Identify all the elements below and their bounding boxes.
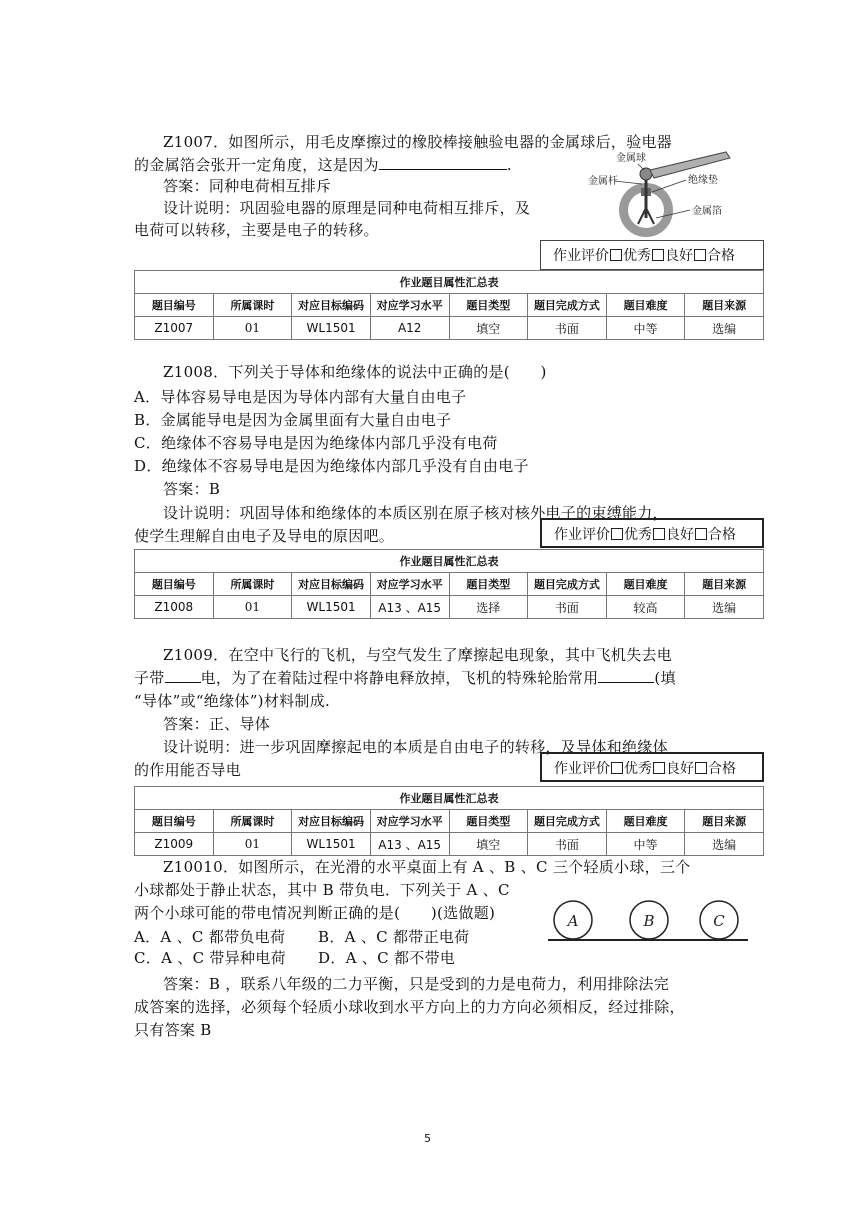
- three-balls-figure: [546, 896, 752, 944]
- q2-design-1: 设计说明：巩固导体和绝缘体的本质区别在原子核对核外电子的束缚能力，: [163, 504, 668, 522]
- checkbox-pass[interactable]: [695, 762, 707, 774]
- q3-blank-2: [598, 668, 654, 683]
- header-difficulty: 题目难度: [606, 294, 685, 317]
- header-level: 对应学习水平: [370, 294, 449, 317]
- cell-level: A13 、A15: [370, 596, 449, 619]
- option-good: 良好: [665, 248, 693, 264]
- header-lesson: 所属课时: [213, 294, 292, 317]
- header-difficulty: 题目难度: [606, 810, 685, 833]
- q2-line-1: Z1008．下列关于导体和绝缘体的说法中正确的是( ): [163, 363, 547, 381]
- q1-design-2: 电荷可以转移，主要是电子的转移。: [134, 221, 379, 239]
- q3-line-3: “导体”或“绝缘体”)材料制成.: [134, 692, 331, 710]
- electroscope-figure: [586, 148, 732, 240]
- ball-b-label: B: [643, 912, 655, 930]
- ball-c-label: C: [713, 912, 725, 930]
- checkbox-pass[interactable]: [695, 528, 707, 540]
- header-type: 题目类型: [449, 573, 528, 596]
- cell-method: 书面: [528, 596, 607, 619]
- cell-source: 选编: [685, 833, 764, 856]
- header-target-code: 对应目标编码: [292, 294, 371, 317]
- cell-target-code: WL1501: [292, 596, 371, 619]
- header-id: 题目编号: [135, 294, 214, 317]
- cell-lesson: 01: [213, 596, 292, 619]
- q2-option-c: C．绝缘体不容易导电是因为绝缘体内部几乎没有电荷: [134, 434, 498, 452]
- cell-difficulty: 中等: [606, 317, 685, 340]
- header-method: 题目完成方式: [528, 573, 607, 596]
- cell-id: Z1007: [135, 317, 214, 340]
- cell-type: 填空: [449, 317, 528, 340]
- header-id: 题目编号: [135, 810, 214, 833]
- q3-design-1: 设计说明：进一步巩固摩擦起电的本质是自由电子的转移，及导体和绝缘体: [163, 738, 668, 756]
- q4-line-2: 小球都处于静止状态，其中 B 带负电．下列关于 A 、C: [134, 881, 510, 899]
- q4-option-b: B．A 、C 都带正电荷: [318, 928, 470, 946]
- q1-line-2-end: .: [506, 156, 512, 174]
- header-target-code: 对应目标编码: [292, 573, 371, 596]
- table-title: 作业题目属性汇总表: [135, 271, 764, 294]
- q4-option-a: A．A 、C 都带负电荷: [134, 928, 286, 946]
- evaluation-label: 作业评价: [553, 248, 609, 264]
- header-lesson: 所属课时: [213, 810, 292, 833]
- option-good: 良好: [666, 527, 694, 543]
- label-metal-ball: 金属球: [616, 153, 646, 164]
- q1-blank: [379, 155, 507, 170]
- checkbox-pass[interactable]: [694, 249, 706, 261]
- checkbox-excellent[interactable]: [611, 528, 623, 540]
- checkbox-excellent[interactable]: [611, 762, 623, 774]
- q1-line-2: [134, 155, 512, 175]
- label-metal-rod: 金属杆: [588, 176, 618, 187]
- q1-evaluation-box: [540, 240, 764, 270]
- cell-difficulty: 较高: [606, 596, 685, 619]
- q1-answer: 答案：同种电荷相互排斥: [163, 177, 332, 195]
- option-excellent: 优秀: [623, 248, 651, 264]
- header-target-code: 对应目标编码: [292, 810, 371, 833]
- header-method: 题目完成方式: [528, 294, 607, 317]
- option-good: 良好: [666, 761, 694, 777]
- cell-level: A13 、A15: [370, 833, 449, 856]
- q3-evaluation-box: [540, 752, 764, 782]
- q4-option-d: D．A 、C 都不带电: [318, 949, 456, 967]
- cell-difficulty: 中等: [606, 833, 685, 856]
- evaluation-label: 作业评价: [554, 527, 610, 543]
- cell-method: 书面: [528, 317, 607, 340]
- header-source: 题目来源: [685, 573, 764, 596]
- cell-id: Z1008: [135, 596, 214, 619]
- cell-lesson: 01: [213, 833, 292, 856]
- cell-type: 选择: [449, 596, 528, 619]
- checkbox-good[interactable]: [652, 249, 664, 261]
- cell-target-code: WL1501: [292, 317, 371, 340]
- q1-design-1: 设计说明：巩固验电器的原理是同种电荷相互排斥，及: [163, 199, 531, 217]
- cell-lesson: 01: [213, 317, 292, 340]
- q4-answer-2: 成答案的选择，必须每个轻质小球收到水平方向上的力方向必须相反，经过排除，: [134, 998, 685, 1016]
- q2-design-2: 使学生理解自由电子及导电的原因吧。: [134, 527, 395, 545]
- checkbox-good[interactable]: [653, 528, 665, 540]
- checkbox-excellent[interactable]: [610, 249, 622, 261]
- header-level: 对应学习水平: [370, 810, 449, 833]
- q3-line-2-a: 子带: [134, 669, 165, 687]
- header-type: 题目类型: [449, 810, 528, 833]
- header-source: 题目来源: [685, 294, 764, 317]
- q1-line-1: Z1007．如图所示，用毛皮摩擦过的橡胶棒接触验电器的金属球后，验电器: [163, 133, 673, 151]
- option-excellent: 优秀: [624, 527, 652, 543]
- q2-option-d: D．绝缘体不容易导电是因为绝缘体内部几乎没有自由电子: [134, 457, 529, 475]
- option-pass: 合格: [708, 761, 736, 777]
- header-id: 题目编号: [135, 573, 214, 596]
- header-difficulty: 题目难度: [606, 573, 685, 596]
- q2-option-b: B．金属能导电是因为金属里面有大量自由电子: [134, 411, 452, 429]
- q4-answer-3: 只有答案 B: [134, 1021, 212, 1039]
- header-lesson: 所属课时: [213, 573, 292, 596]
- q4-line-3: 两个小球可能的带电情况判断正确的是( )(选做题): [134, 904, 496, 922]
- cell-type: 填空: [449, 833, 528, 856]
- q3-line-2-b: 电，为了在着陆过程中将静电释放掉，飞机的特殊轮胎常用: [200, 669, 599, 687]
- header-method: 题目完成方式: [528, 810, 607, 833]
- q1-line-2-text: 的金属箔会张开一定角度，这是因为: [134, 156, 379, 174]
- q4-option-c: C．A 、C 带异种电荷: [134, 949, 286, 967]
- q4-line-1: Z10010．如图所示，在光滑的水平桌面上有 A 、B 、C 三个轻质小球，三个: [163, 858, 691, 876]
- option-pass: 合格: [708, 527, 736, 543]
- header-level: 对应学习水平: [370, 573, 449, 596]
- ball-a-label: A: [567, 912, 579, 930]
- table-title: 作业题目属性汇总表: [135, 787, 764, 810]
- table-title: 作业题目属性汇总表: [135, 550, 764, 573]
- q3-line-1: Z1009．在空中飞行的飞机，与空气发生了摩擦起电现象，其中飞机失去电: [163, 646, 673, 664]
- q3-line-2: [134, 668, 676, 688]
- q4-answer-1: 答案：B ，联系八年级的二力平衡，只是受到的力是电荷力，利用排除法完: [163, 975, 669, 993]
- page-number: 5: [424, 1132, 431, 1145]
- cell-source: 选编: [685, 317, 764, 340]
- cell-id: Z1009: [135, 833, 214, 856]
- q3-design-2: 的作用能否导电: [134, 761, 242, 779]
- q2-evaluation-box: [540, 518, 764, 548]
- cell-target-code: WL1501: [292, 833, 371, 856]
- option-pass: 合格: [707, 248, 735, 264]
- q3-answer: 答案：正、导体: [163, 715, 271, 733]
- q1-attribute-table: [134, 270, 764, 340]
- label-metal-foil: 金属箔: [692, 206, 722, 217]
- q2-option-a: A．导体容易导电是因为导体内部有大量自由电子: [134, 388, 467, 406]
- cell-level: A12: [370, 317, 449, 340]
- evaluation-label: 作业评价: [554, 761, 610, 777]
- checkbox-good[interactable]: [653, 762, 665, 774]
- q3-blank-1: [165, 668, 201, 683]
- q3-attribute-table: [134, 786, 764, 856]
- q3-line-2-c: (填: [654, 669, 676, 687]
- q2-attribute-table: [134, 549, 764, 619]
- q2-answer: 答案：B: [163, 480, 221, 498]
- cell-method: 书面: [528, 833, 607, 856]
- label-insulating-pad: 绝缘垫: [688, 175, 718, 186]
- option-excellent: 优秀: [624, 761, 652, 777]
- cell-source: 选编: [685, 596, 764, 619]
- header-type: 题目类型: [449, 294, 528, 317]
- header-source: 题目来源: [685, 810, 764, 833]
